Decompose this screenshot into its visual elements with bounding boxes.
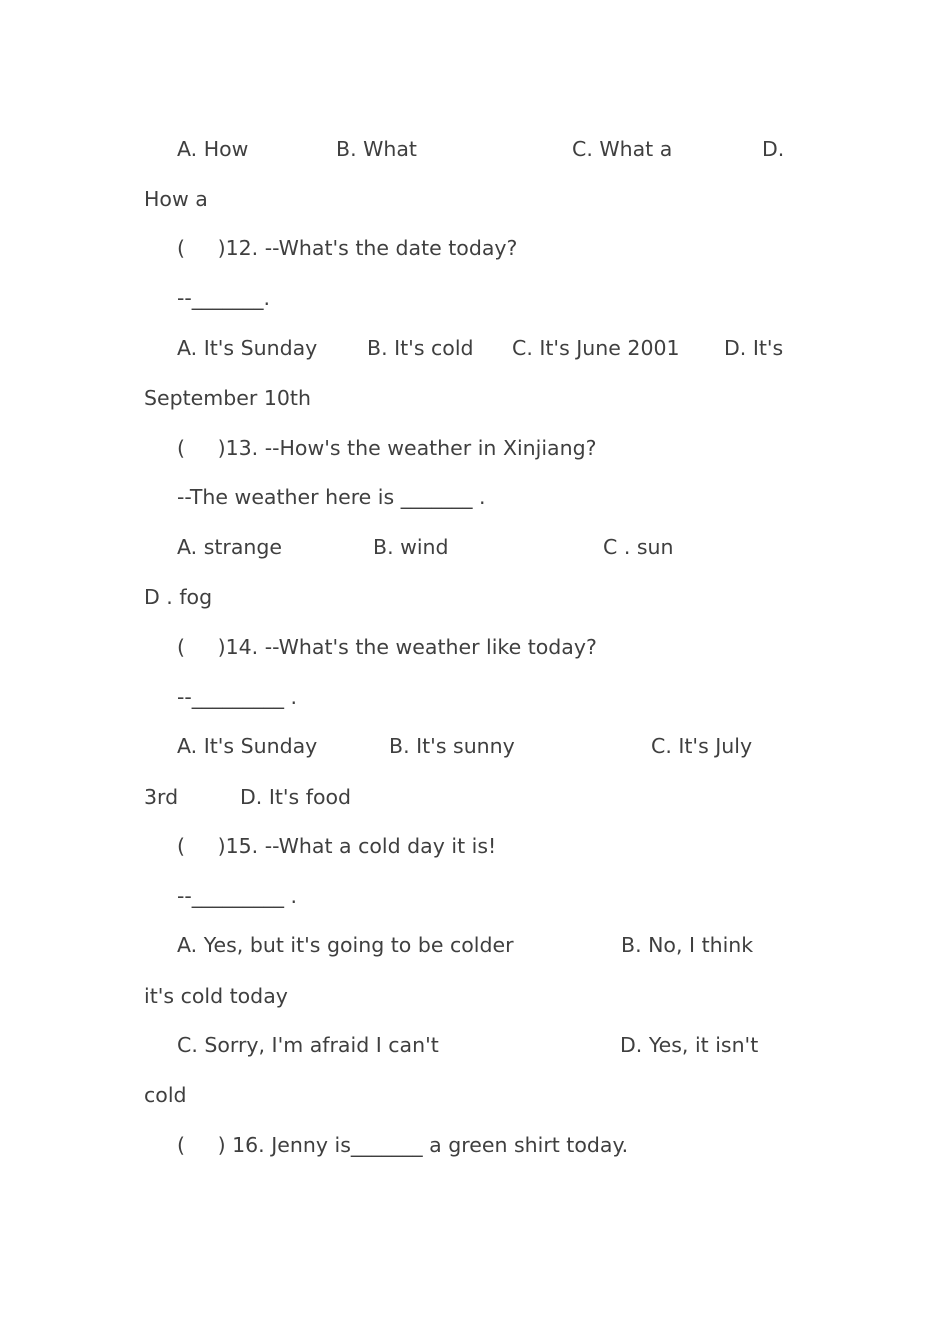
q12-option-b: B. It's cold xyxy=(367,336,474,360)
q14-options-row-2 xyxy=(144,782,804,812)
q15-option-d: D. Yes, it isn't xyxy=(620,1033,759,1057)
q12-option-c: C. It's June 2001 xyxy=(512,336,680,360)
q14-option-c: C. It's July xyxy=(651,734,753,758)
q14-stem: ( )14. --What's the weather like today? xyxy=(177,635,597,659)
q15-option-c: C. Sorry, I'm afraid I can't xyxy=(177,1033,439,1057)
q13-option-b: B. wind xyxy=(373,535,449,559)
q13-option-d: D . fog xyxy=(144,585,213,609)
q11-options-row xyxy=(144,134,804,164)
q14-answer-line: --_________ . xyxy=(177,685,298,709)
q14-option-b: B. It's sunny xyxy=(389,734,515,758)
q12-stem: ( )12. --What's the date today? xyxy=(177,236,518,260)
q14-option-a: A. It's Sunday xyxy=(177,734,318,758)
q14-options-row xyxy=(144,731,804,761)
q15-option-d-continued: cold xyxy=(144,1083,187,1107)
q16-stem: ( ) 16. Jenny is_______ a green shirt today. xyxy=(177,1133,629,1157)
q13-answer-line: --The weather here is _______ . xyxy=(177,485,486,509)
q11-option-d: D. xyxy=(762,137,785,161)
q12-answer-line: --_______. xyxy=(177,286,271,310)
q15-option-b: B. No, I think xyxy=(621,933,754,957)
q11-option-a: A. How xyxy=(177,137,249,161)
q13-options-row xyxy=(144,532,804,562)
q15-stem: ( )15. --What a cold day it is! xyxy=(177,834,497,858)
q12-option-a: A. It's Sunday xyxy=(177,336,318,360)
q15-answer-line: --_________ . xyxy=(177,884,298,908)
q15-options-row-1 xyxy=(144,930,804,960)
q12-options-row xyxy=(144,333,804,363)
q15-option-a: A. Yes, but it's going to be colder xyxy=(177,933,514,957)
q13-option-c: C . sun xyxy=(603,535,674,559)
q12-option-d: D. It's xyxy=(724,336,784,360)
q13-stem: ( )13. --How's the weather in Xinjiang? xyxy=(177,436,597,460)
q13-option-a: A. strange xyxy=(177,535,283,559)
q11-option-d-continued: How a xyxy=(144,187,208,211)
q14-option-d: D. It's food xyxy=(240,785,352,809)
q14-option-c-continued: 3rd xyxy=(144,785,179,809)
q15-options-row-2 xyxy=(144,1030,804,1060)
q15-option-b-continued: it's cold today xyxy=(144,984,288,1008)
q11-option-b: B. What xyxy=(336,137,417,161)
q12-option-d-continued: September 10th xyxy=(144,386,311,410)
q11-option-c: C. What a xyxy=(572,137,673,161)
